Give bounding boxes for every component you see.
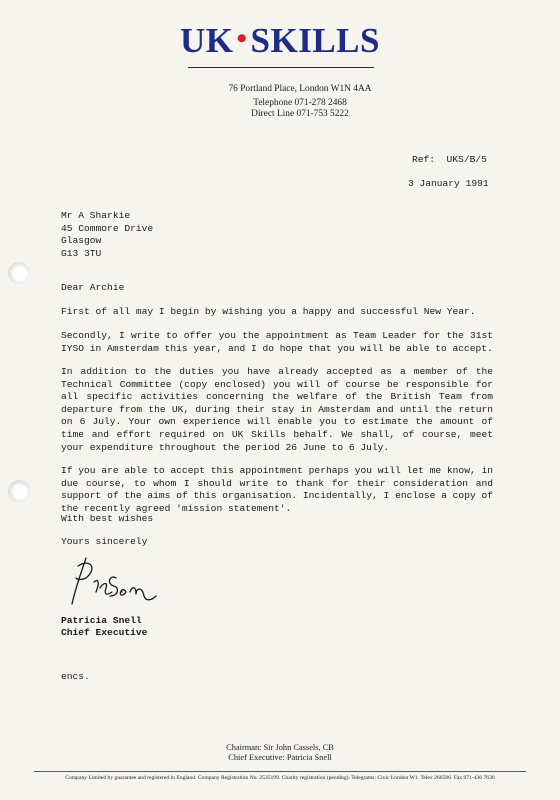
closing-wishes: With best wishes: [61, 513, 154, 524]
paragraph-1: First of all may I begin by wishing you a happy and successful New Year.: [61, 306, 476, 317]
signatory-name: Patricia Snell: [61, 615, 142, 626]
letter-date: 3 January 1991: [408, 178, 489, 189]
uk-skills-logo: [0, 22, 560, 62]
footer-legal-text: Company Limited by guarantee and registered in England. Company Registration No. 2535199. Charity registration (pending). Telegrams: Civic London W1. Telex 266586. Fax 071-436 7630: [65, 775, 495, 781]
reference: Ref: UKS/B/5: [412, 154, 487, 165]
footer-officers: [0, 743, 560, 763]
punch-hole-bottom: [8, 480, 30, 502]
recipient-address: [61, 210, 153, 260]
punch-hole-top: [8, 262, 30, 284]
sign-off: Yours sincerely: [61, 536, 148, 547]
logo-dot: •: [236, 22, 248, 55]
letterhead-direct-line: Direct Line 071-753 5222: [251, 109, 349, 119]
salutation: Dear Archie: [61, 282, 125, 293]
paragraph-2: Secondly, I write to offer you the appointment as Team Leader for the 31st IYSO in Amsterdam this year, and I do hope that you will be able to accept.: [61, 330, 493, 354]
letterhead-rule: [188, 67, 374, 68]
logo-text-uk: UK: [180, 21, 234, 60]
recipient-street: 45 Commore Drive: [61, 222, 154, 234]
enclosures-note: encs.: [61, 671, 90, 682]
logo-text-skills: SKILLS: [250, 21, 380, 60]
paragraph-4: If you are able to accept this appointment perhaps you will let me know, in due course, to whom I should write to thank for their consideration and support of the aims of this organisation. Incidentally, I enclose a copy of the recently agreed 'mission statement'.: [61, 465, 493, 514]
footer-chief-executive: Chief Executive: Patricia Snell: [228, 753, 332, 762]
recipient-city: Glasgow: [61, 235, 102, 247]
footer-rule: [34, 771, 526, 772]
letterhead-address-block: [0, 84, 560, 120]
paragraph-3: In addition to the duties you have already accepted as a member of the Technical Committee (copy enclosed) you will of course be responsible for all specific activities concerning the welfare of the British Team from departure from the UK, during their stay in Amsterdam and until the return on 6 July. Your own experience will enable you to estimate the amount of time and effort required on UK Skills behalf. We shall, of course, meet your expenditure throughout the period 26 June to 6 July.: [61, 366, 493, 453]
letterhead-address: 76 Portland Place, London W1N 4AA: [228, 84, 372, 94]
signatory-title: Chief Executive: [61, 627, 148, 638]
handwritten-signature: [64, 552, 164, 612]
recipient-postcode: G13 3TU: [61, 247, 102, 259]
letterhead-telephone: Telephone 071-278 2468: [253, 98, 347, 108]
footer-chairman: Chairman: Sir John Cassels, CB: [226, 743, 334, 752]
recipient-name: Mr A Sharkie: [61, 210, 131, 221]
